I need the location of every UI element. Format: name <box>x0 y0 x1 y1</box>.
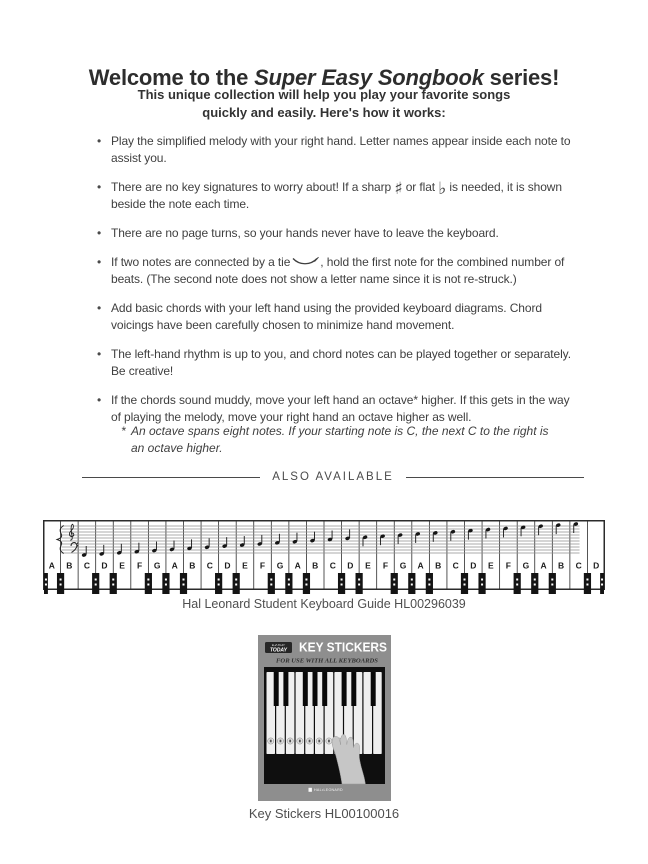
key-letter: F <box>259 560 266 571</box>
keyboard-guide-caption: Hal Leonard Student Keyboard Guide HL00296039 <box>182 597 466 611</box>
bullet-text: There are no key signatures to worry about! If a sharp ♯ or flat ♭ is needed, it is shown beside the note each time. <box>111 179 562 211</box>
key-letter: F <box>136 560 143 571</box>
title-prefix: Welcome to the <box>88 64 255 90</box>
key-letter: B <box>66 560 73 571</box>
key-letter: E <box>242 560 248 571</box>
photo-black-key <box>342 672 347 706</box>
tie-icon <box>291 256 319 266</box>
key-letter: D <box>224 560 231 571</box>
svg-text:HAL•LEONARD: HAL•LEONARD <box>314 788 343 793</box>
divider-rule-right <box>406 477 584 478</box>
bullet-item-rhythm <box>97 346 579 380</box>
key-letter: G <box>522 560 530 571</box>
key-letter: C <box>329 560 336 571</box>
key-letter: D <box>347 560 354 571</box>
key-stickers-caption: Key Stickers HL00100016 <box>248 806 400 821</box>
footnote-text: An octave spans eight notes. If your starting note is C, the next C to the right is an octave higher. <box>131 424 549 455</box>
bullet-item-octave <box>97 392 579 426</box>
hal-leonard-logo <box>309 788 312 792</box>
bullet-text: Add basic chords with your left hand using the provided keyboard diagrams. Chord voicings have been carefully chosen to minimize hand movement. <box>111 301 542 332</box>
bullet-list <box>97 133 579 438</box>
cover-subtitle: FOR USE WITH ALL KEYBOARDS <box>276 658 378 665</box>
bullet-text: If two notes are connected by a tie , hold the first note for the combined number of beats. (The second note does not show a letter name since it is not re-struck.) <box>111 255 565 286</box>
footnote <box>121 423 557 457</box>
bullet-text: The left-hand rhythm is up to you, and chord notes can be played together or separately. Be creative! <box>111 347 571 378</box>
key-letter: B <box>558 560 565 571</box>
footnote-marker: * <box>121 424 126 438</box>
key-letter: C <box>452 560 459 571</box>
bullet-text: Play the simplified melody with your right hand. Letter names appear inside each note to assist you. <box>111 134 571 165</box>
key-letter: F <box>382 560 389 571</box>
bullet-dot: • <box>97 347 102 361</box>
flat-icon: ♭ <box>438 179 447 199</box>
key-letter: E <box>365 560 371 571</box>
bullet-text: If the chords sound muddy, move your left hand an octave* higher. If this gets in the way of playing the melody, move your right hand an octave higher as well. <box>111 393 570 424</box>
title-series-name: Super Easy Songbook <box>254 64 484 90</box>
key-letter: G <box>153 560 161 571</box>
key-letter: F <box>505 560 512 571</box>
photo-black-key <box>371 672 376 706</box>
photo-black-key <box>322 672 327 706</box>
bullet-dot: • <box>97 226 102 240</box>
photo-black-key <box>274 672 279 706</box>
key-letter: E <box>488 560 494 571</box>
key-letter: D <box>593 560 600 571</box>
bullet-item-melody <box>97 133 579 167</box>
key-letter: D <box>101 560 108 571</box>
divider-rule-left <box>82 477 260 478</box>
key-letter: G <box>399 560 407 571</box>
bullet-text: There are no page turns, so your hands never have to leave the keyboard. <box>111 226 499 240</box>
bullet-dot: • <box>97 255 102 269</box>
bullet-item-page-turns <box>97 225 579 242</box>
key-letter: A <box>171 560 178 571</box>
bullet-dot: • <box>97 393 102 407</box>
bullet-item-tie <box>97 254 579 288</box>
subtitle-line-1: This unique collection will help you play your favorite songs <box>137 87 511 102</box>
photo-black-key <box>313 672 318 706</box>
key-letter: G <box>276 560 284 571</box>
key-letter: B <box>189 560 196 571</box>
svg-text:TODAY: TODAY <box>269 647 288 654</box>
bullet-dot: • <box>97 180 102 194</box>
key-letter: D <box>470 560 477 571</box>
key-letter: C <box>575 560 582 571</box>
key-letter: C <box>83 560 90 571</box>
key-letter: A <box>294 560 301 571</box>
photo-black-key <box>283 672 288 706</box>
photo-black-key <box>351 672 356 706</box>
key-letter: A <box>540 560 547 571</box>
bullet-item-key-signatures <box>97 179 579 213</box>
key-letter: E <box>119 560 125 571</box>
cover-title: KEY STICKERS <box>299 639 388 655</box>
bullet-dot: • <box>97 301 102 315</box>
key-letter: B <box>312 560 319 571</box>
key-letter: A <box>417 560 424 571</box>
title-suffix: series! <box>483 64 560 90</box>
key-letter: C <box>206 560 213 571</box>
also-available-label: ALSO AVAILABLE <box>272 471 394 483</box>
bullet-item-chords <box>97 300 579 334</box>
key-letter: A <box>48 560 55 571</box>
svg-text:E-Z PLAY: E-Z PLAY <box>271 643 286 648</box>
subtitle <box>0 86 648 122</box>
subtitle-line-2: quickly and easily. Here's how it works: <box>202 105 446 120</box>
key-letter: B <box>435 560 442 571</box>
key-stickers-cover-image <box>258 635 391 801</box>
bullet-dot: • <box>97 134 102 148</box>
sharp-icon: ♯ <box>394 179 403 199</box>
keyboard-guide-image <box>43 516 605 596</box>
photo-black-key <box>303 672 308 706</box>
also-available-divider <box>82 471 584 483</box>
